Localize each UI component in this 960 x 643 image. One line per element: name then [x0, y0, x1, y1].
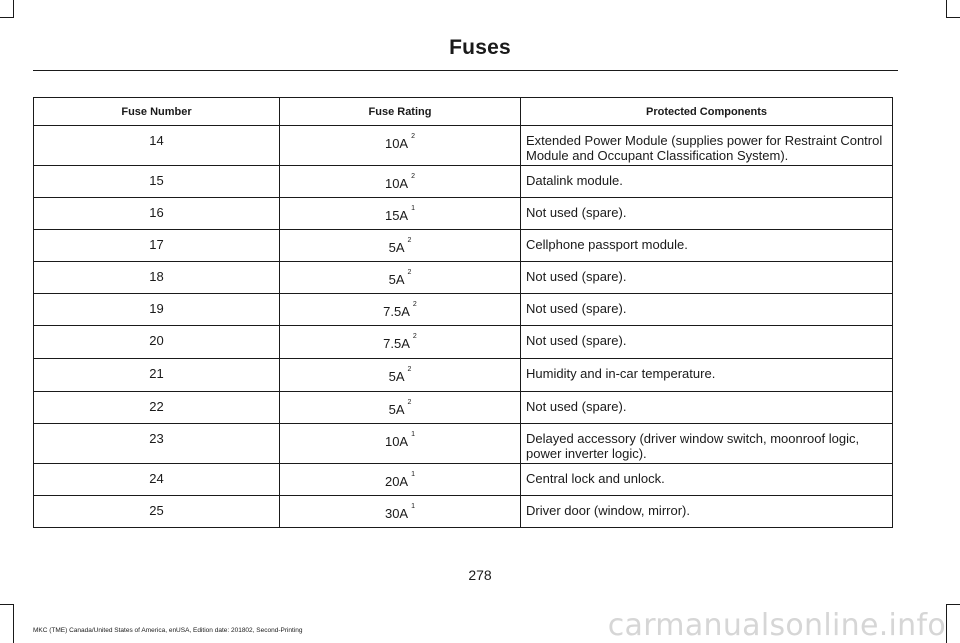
fuse-rating-value: 5A — [388, 272, 405, 287]
fuse-rating-cell — [280, 392, 521, 424]
fuse-number-cell: 17 — [34, 230, 280, 262]
fuse-rating-cell — [280, 262, 521, 294]
table-row — [34, 230, 893, 262]
protected-components-cell: Datalink module. — [521, 166, 893, 198]
fuse-rating-cell — [280, 496, 521, 528]
table-body — [34, 126, 893, 528]
crop-mark — [946, 0, 947, 18]
fuse-number-cell: 16 — [34, 198, 280, 230]
table-row — [34, 262, 893, 294]
fuse-number-cell: 19 — [34, 294, 280, 326]
protected-components-cell: Not used (spare). — [521, 294, 893, 326]
footnote-marker: 2 — [407, 237, 412, 244]
footnote-marker: 1 — [411, 205, 416, 212]
protected-components-cell: Delayed accessory (driver window switch, moonroof logic, power inverter logic). — [521, 424, 893, 464]
crop-mark — [0, 604, 14, 605]
protected-components-cell: Not used (spare). — [521, 392, 893, 424]
footnote-marker: 2 — [407, 399, 412, 406]
footnote-marker: 2 — [407, 269, 412, 276]
table-row — [34, 359, 893, 392]
footnote-marker: 2 — [412, 301, 417, 308]
table-row — [34, 464, 893, 496]
fuse-rating-cell — [280, 294, 521, 326]
fuse-rating-value: 15A — [384, 208, 409, 223]
fuse-rating-value: 5A — [388, 240, 405, 255]
table-row — [34, 198, 893, 230]
fuse-rating-cell — [280, 230, 521, 262]
fuse-rating-value: 7.5A — [383, 304, 410, 319]
fuse-table — [33, 97, 893, 528]
table-row — [34, 424, 893, 464]
fuse-rating-value: 7.5A — [383, 336, 410, 351]
table-row — [34, 326, 893, 359]
crop-mark — [946, 604, 947, 643]
protected-components-cell: Humidity and in-car temperature. — [521, 359, 893, 392]
fuse-rating-value: 10A — [384, 136, 409, 151]
fuse-rating-value: 5A — [388, 369, 405, 384]
table-row — [34, 392, 893, 424]
fuse-rating-cell — [280, 126, 521, 166]
fuse-rating-cell — [280, 326, 521, 359]
protected-components-cell: Extended Power Module (supplies power for Restraint Control Module and Occupant Classification System). — [521, 126, 893, 166]
footnote-marker: 2 — [411, 173, 416, 180]
protected-components-cell: Not used (spare). — [521, 326, 893, 359]
footnote-marker: 2 — [411, 133, 416, 140]
title-divider — [33, 70, 898, 71]
footnote-marker: 1 — [411, 431, 416, 438]
fuse-rating-cell — [280, 359, 521, 392]
header-protected-components: Protected Components — [521, 98, 893, 126]
fuse-number-cell: 25 — [34, 496, 280, 528]
fuse-rating-value: 10A — [384, 176, 409, 191]
fuse-number-cell: 15 — [34, 166, 280, 198]
page-number: 278 — [468, 567, 492, 583]
crop-mark — [13, 604, 14, 643]
footnote-marker: 2 — [407, 366, 412, 373]
crop-mark — [13, 0, 14, 18]
fuse-number-cell: 14 — [34, 126, 280, 166]
crop-mark — [946, 17, 960, 18]
footnote-marker: 1 — [411, 471, 416, 478]
table-row — [34, 126, 893, 166]
fuse-rating-cell — [280, 424, 521, 464]
crop-mark — [946, 604, 960, 605]
table-row — [34, 496, 893, 528]
protected-components-cell: Cellphone passport module. — [521, 230, 893, 262]
header-fuse-number: Fuse Number — [34, 98, 280, 126]
fuse-number-cell: 24 — [34, 464, 280, 496]
fuse-rating-cell — [280, 464, 521, 496]
header-fuse-rating: Fuse Rating — [280, 98, 521, 126]
page-title: Fuses — [449, 36, 511, 59]
footnote-marker: 2 — [412, 333, 417, 340]
protected-components-cell: Driver door (window, mirror). — [521, 496, 893, 528]
crop-mark — [0, 17, 14, 18]
table-row — [34, 294, 893, 326]
fuse-rating-value: 30A — [384, 506, 409, 521]
fuse-number-cell: 22 — [34, 392, 280, 424]
table-header-row — [34, 98, 893, 126]
fuse-number-cell: 21 — [34, 359, 280, 392]
fuse-rating-value: 10A — [384, 434, 409, 449]
watermark: carmanualsonline.info — [607, 608, 946, 643]
protected-components-cell: Not used (spare). — [521, 198, 893, 230]
fuse-number-cell: 20 — [34, 326, 280, 359]
fuse-rating-value: 5A — [388, 402, 405, 417]
fuse-rating-cell — [280, 166, 521, 198]
fuse-rating-cell — [280, 198, 521, 230]
footer-edition-info: MKC (TME) Canada/United States of America, enUSA, Edition date: 201802, Second-Printing — [33, 627, 303, 634]
protected-components-cell: Central lock and unlock. — [521, 464, 893, 496]
fuse-number-cell: 18 — [34, 262, 280, 294]
protected-components-cell: Not used (spare). — [521, 262, 893, 294]
footnote-marker: 1 — [411, 503, 416, 510]
fuse-number-cell: 23 — [34, 424, 280, 464]
fuse-rating-value: 20A — [384, 474, 409, 489]
table-row — [34, 166, 893, 198]
